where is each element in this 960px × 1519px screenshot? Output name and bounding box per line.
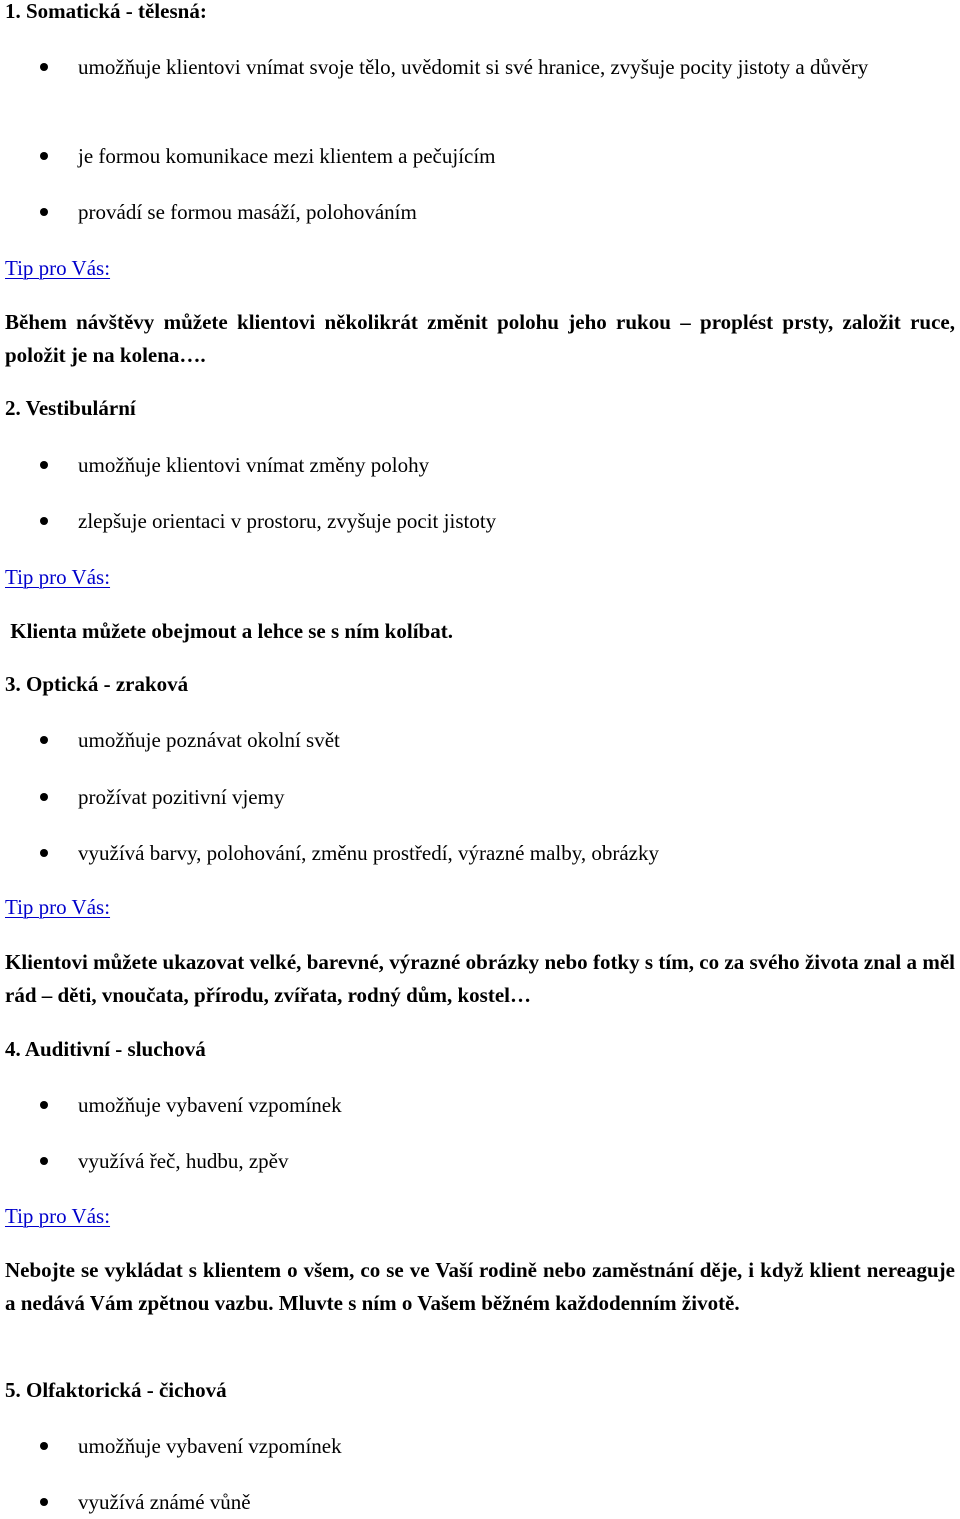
section-5-heading: 5. Olfaktorická - čichová — [5, 1378, 227, 1402]
section-3-bullet-2 — [40, 781, 284, 814]
bullet-text: umožňuje vybavení vzpomínek — [78, 1434, 342, 1458]
bullet-dot-icon — [40, 461, 48, 469]
bullet-dot-icon — [40, 1498, 48, 1506]
bullet-text: využívá barvy, polohování, změnu prostředí, výrazné malby, obrázky — [78, 841, 660, 865]
bullet-text: zlepšuje orientaci v prostoru, zvyšuje pocit jistoty — [78, 509, 497, 533]
bullet-text: prožívat pozitivní vjemy — [78, 785, 285, 809]
bullet-text: umožňuje vybavení vzpomínek — [78, 1093, 342, 1117]
bullet-text: využívá známé vůně — [78, 1490, 251, 1514]
bullet-text: využívá řeč, hudbu, zpěv — [78, 1149, 289, 1173]
section-2-tip-label: Tip pro Vás: — [5, 565, 111, 589]
bullet-text: umožňuje poznávat okolní svět — [78, 728, 340, 752]
section-4-bullet-2 — [40, 1145, 289, 1178]
section-4-heading: 4. Auditivní - sluchová — [5, 1037, 206, 1061]
section-3-heading: 3. Optická - zraková — [5, 672, 189, 696]
section-2-bullet-2 — [40, 505, 496, 538]
section-1-heading: 1. Somatická - tělesná: — [5, 0, 207, 23]
section-5-bullet-2 — [40, 1486, 251, 1519]
section-1-bullet-3 — [40, 196, 417, 229]
section-1-tip-label: Tip pro Vás: — [5, 256, 111, 280]
bullet-dot-icon — [40, 208, 48, 216]
bullet-text: je formou komunikace mezi klientem a pečujícím — [78, 144, 496, 168]
bullet-dot-icon — [40, 517, 48, 525]
section-3-bullet-3 — [40, 837, 659, 870]
bullet-dot-icon — [40, 1442, 48, 1450]
bullet-dot-icon — [40, 736, 48, 744]
section-1-bullet-1 — [40, 51, 918, 84]
section-3-bullet-1 — [40, 724, 340, 757]
bullet-dot-icon — [40, 793, 48, 801]
section-4-tip-text: Nebojte se vykládat s klientem o všem, co se ve Vaší rodině nebo zaměstnání děje, i když klient nereaguje a nedává Vám zpětnou vazbu. Mluvte s ním o Vašem běžném každodenním životě. — [5, 1258, 955, 1315]
section-1-tip-text: Během návštěvy můžete klientovi několikrát změnit polohu jeho rukou – proplést prsty, založit ruce, položit je na kolena…. — [5, 310, 955, 367]
bullet-dot-icon — [40, 1101, 48, 1109]
section-2-tip-text: Klienta můžete obejmout a lehce se s ním kolíbat. — [5, 619, 453, 643]
bullet-dot-icon — [40, 63, 48, 71]
bullet-text: umožňuje klientovi vnímat svoje tělo, uvědomit si své hranice, zvyšuje pocity jistoty a důvěry — [78, 55, 869, 79]
section-4-tip-label: Tip pro Vás: — [5, 1204, 111, 1228]
section-3-tip-text: Klientovi můžete ukazovat velké, barevné, výrazné obrázky nebo fotky s tím, co za svého života znal a měl rád – děti, vnoučata, přírodu, zvířata, rodný dům, kostel… — [5, 950, 955, 1007]
bullet-dot-icon — [40, 152, 48, 160]
bullet-text: umožňuje klientovi vnímat změny polohy — [78, 453, 430, 477]
section-3-tip-label: Tip pro Vás: — [5, 895, 111, 919]
section-2-bullet-1 — [40, 449, 429, 482]
bullet-dot-icon — [40, 849, 48, 857]
bullet-text: provádí se formou masáží, polohováním — [78, 200, 417, 224]
section-2-heading: 2. Vestibulární — [5, 396, 136, 420]
section-1-bullet-2 — [40, 140, 496, 173]
section-5-bullet-1 — [40, 1430, 342, 1463]
section-4-bullet-1 — [40, 1089, 342, 1122]
bullet-dot-icon — [40, 1157, 48, 1165]
